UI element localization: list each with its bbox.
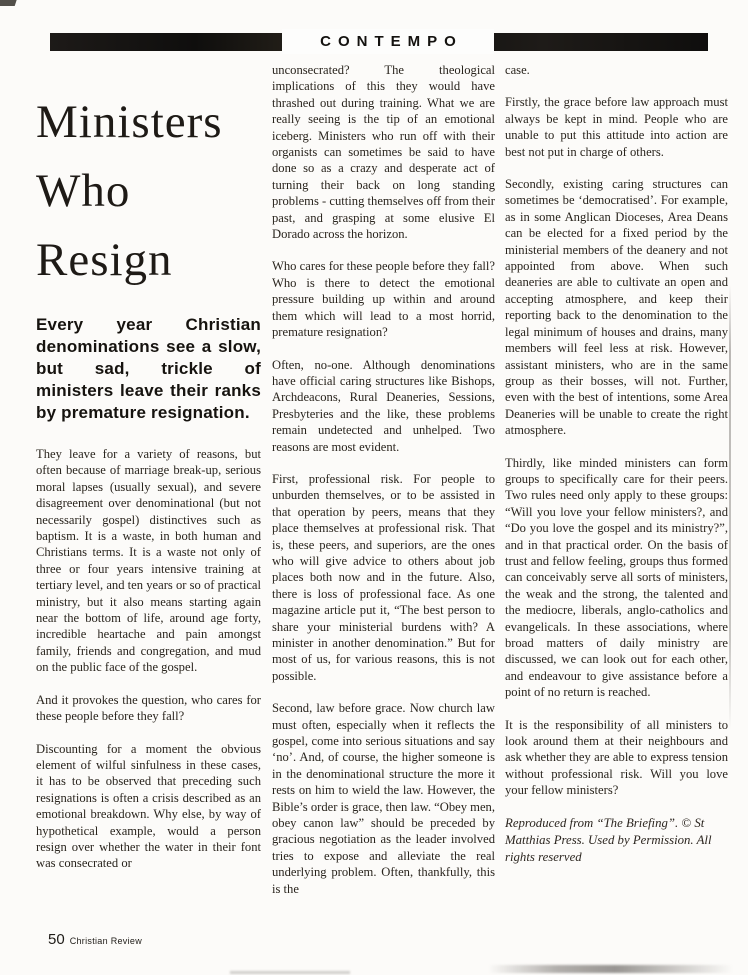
column-left <box>36 88 261 888</box>
standfirst: Every year Christian denominations see a slow, but sad, trickle of ministers leave their ranks by premature resignation. <box>36 315 261 422</box>
paragraph: Firstly, the grace before law approach must always be kept in mind. People who are unable to put this attitude into action are best not put in charge of others. <box>505 95 728 159</box>
credit-line: Reproduced from “The Briefing”. © St Matthias Press. Used by Permission. All rights reserved <box>505 815 712 864</box>
paragraph: Discounting for a moment the obvious element of wilful sinfulness in these cases, it has to be observed that preceding such resignations is often a crisis described as an emotional breakdown. Why else, by way of hypothetical example, would a person resign over whether the water in their font was consecrated or <box>36 741 261 871</box>
right-column-body <box>505 62 728 799</box>
article-title <box>36 88 261 295</box>
title-line-3: Resign <box>36 234 173 286</box>
left-column-body <box>36 446 261 872</box>
scan-artifact-vertical-line <box>729 285 731 730</box>
paragraph: case. <box>505 63 530 77</box>
paragraph: Often, no-one. Although denominations have official caring structures like Bishops, Archdeacons, Rural Deaneries, Sessions, Presbyteries and the like, these problems remain undetected and unhelped. Two reasons are most evident. <box>272 357 495 454</box>
paragraph: Second, law before grace. Now church law must often, especially when it reflects the gospel, come into serious situations and say ‘no’. And, of course, the higher someone is in the denominational structure the more it rests on him to wield the law. However, the Bible’s order is grace, then law. “Obey men, obey canon law” should be preceded by gracious negotiation as the leader involved tries to expose and alleviate the real underlying problem. Often, thankfully, this is the <box>272 701 495 896</box>
paragraph: They leave for a variety of reasons, but often because of marriage break-up, serious moral lapses (usually sexual), and severe disagreement over denominational (but not necessarily gospel) distinctives such as baptism. It is a waste, in both human and Christians terms. It is a waste not only of three or four years intensive training at tertiary level, and ten years or so of practical ministry, but it also means starting again near the bottom of life, around age forty, incredible heartache and pain amongst family, friends and congregation, and mud on the public face of the gospel. <box>36 447 261 675</box>
title-line-2: Who <box>36 165 131 217</box>
page-number: 50 <box>48 931 65 948</box>
paragraph: unconsecrated? The theological implications of this they would have thrashed out during training. What we are really seeing is the tip of an emotional iceberg. Ministers who run off with their organists can sometimes be said to have done so as a crazy and desperate act of turning their back on long standing problems - cutting themselves off from their past, and grasping at some elusive El Dorado across the horizon. <box>272 63 495 242</box>
column-middle <box>272 62 495 913</box>
publication-name: Christian Review <box>69 936 143 946</box>
scan-artifact-corner <box>0 0 17 6</box>
masthead-title: CONTEMPO <box>282 29 494 54</box>
paragraph: Who cares for these people before they fall? Who is there to detect the emotional pressure building up within and around them which will lead to a most horrid, premature resignation? <box>272 259 495 340</box>
paragraph: It is the responsibility of all ministers to look around them at their neighbours and ask whether they are able to express tension without professional risk. Will you love your fellow ministers? <box>505 717 728 798</box>
page-footer <box>48 931 142 948</box>
column-right <box>505 62 728 866</box>
paragraph: First, professional risk. For people to unburden themselves, or to be assisted in that operation by peers, means that they place themselves at professional risk. That is, these peers, and superiors, are the ones who will give advice to others about job places both now and in the future. Also, there is loss of professional face. As one magazine article put it, “The best person to share your ministerial burdens with? A minister in another denomination.” But for most of us, for various reasons, this is not possible. <box>272 471 495 683</box>
paragraph: Thirdly, like minded ministers can form groups to specifically care for their peers. Two rules need only apply to these groups: “Will you love your fellow ministers?, and “Do you love the gospel and its ministry?”, and in that practical order. On the basis of trust and fellow feeling, groups thus formed can conceivably serve all sorts of ministers, the weak and the strong, the talented and the mediocre, liberals, anglo-catholics and evangelicals. In these associations, where broad matters of daily ministry are discussed, we can look out for each other, and endeavour to give assistance before a point of no return is reached. <box>505 455 728 700</box>
scan-artifact-smudge <box>230 971 350 974</box>
paragraph: Secondly, existing caring structures can sometimes be ‘democratised’. For example, as in some Anglican Dioceses, Area Deans can be elected for a fixed period by the ministerial members of the deanery and not appointed from above. When such deaneries are able to cultivate an open and accepting atmosphere, and keep their reporting back to the denomination to the legal minimum of houses and drains, many members will feel less at risk. However, assistant ministers, who are in the same group as their bosses, will not. Further, even with the best of intentions, some Area Deaneries will be unable to create the right atmosphere. <box>505 177 728 438</box>
paragraph: And it provokes the question, who cares for these people before they fall? <box>36 692 261 724</box>
title-line-1: Ministers <box>36 96 223 148</box>
scan-artifact-bottom-bar <box>488 965 733 973</box>
